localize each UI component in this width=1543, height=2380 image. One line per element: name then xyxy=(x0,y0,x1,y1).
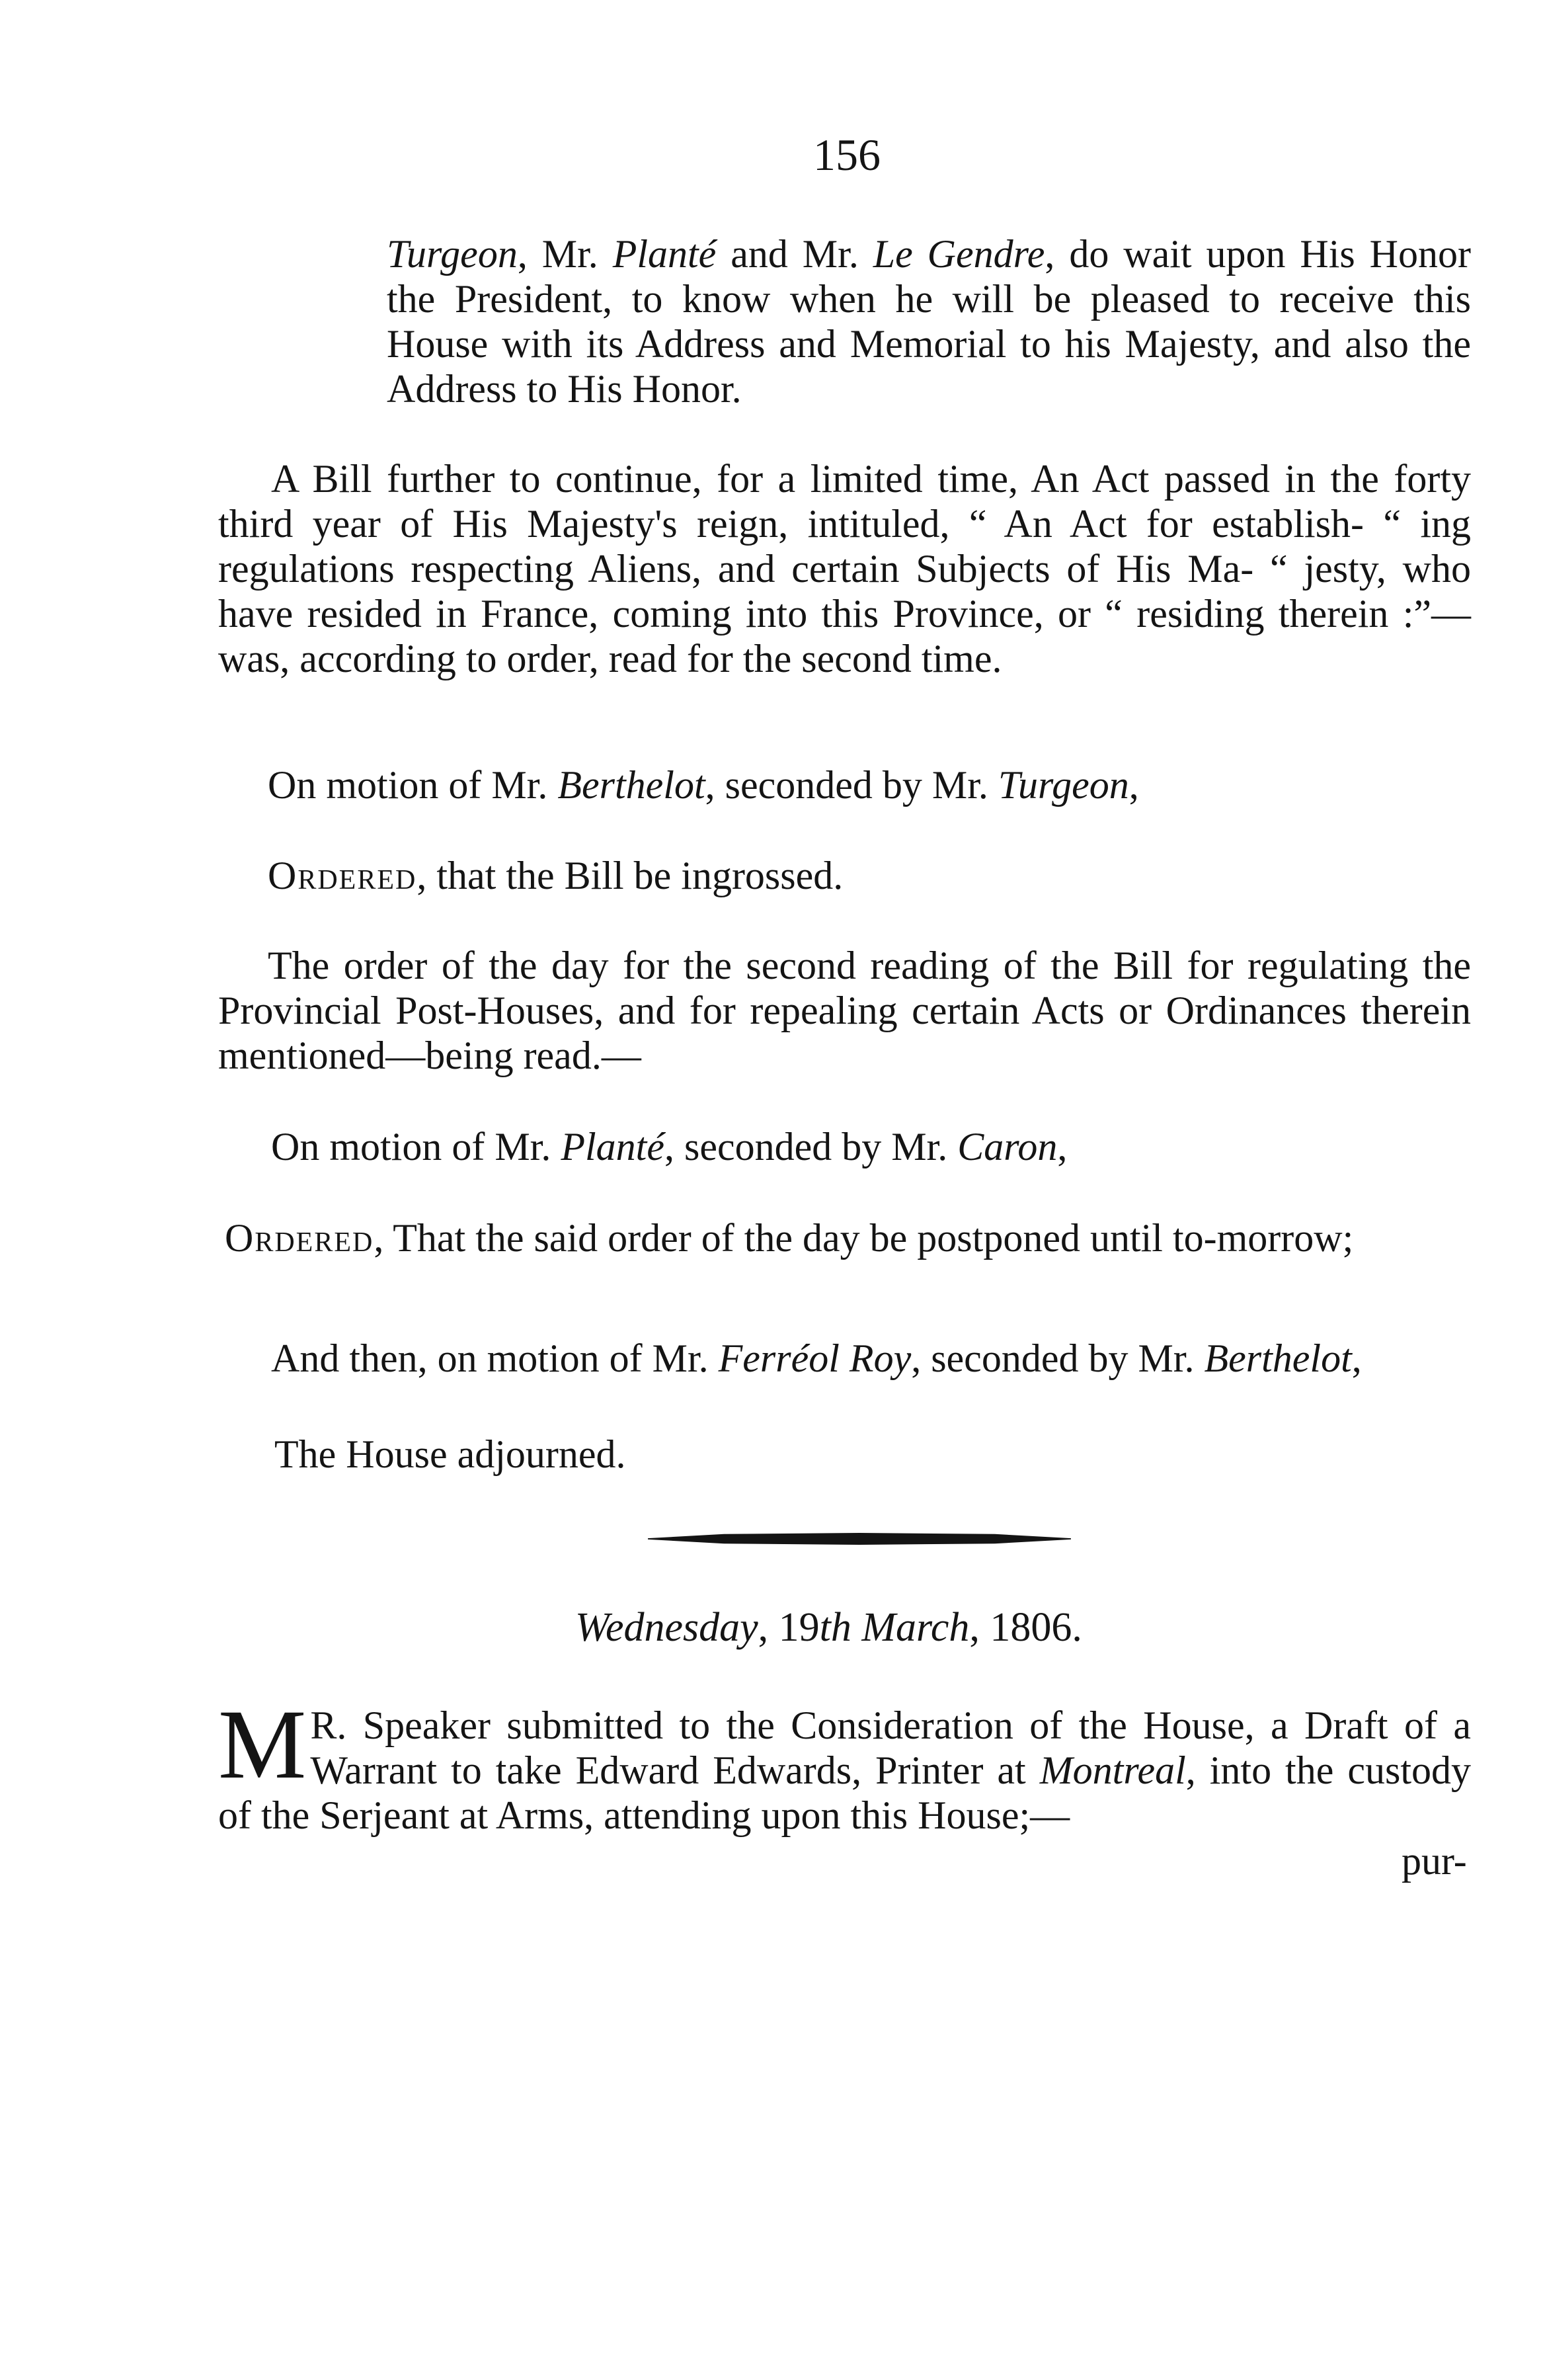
catchword xyxy=(1402,1838,1467,1883)
date-year: , 1806. xyxy=(969,1605,1082,1650)
paragraph-motion-plante xyxy=(271,1124,1067,1169)
text-span: The order of the day for the second reading of the Bill for regulating the Provincial Post-Houses, and for repealing certain Acts or Ordinances therein mentioned—being read.— xyxy=(218,944,1471,1077)
catchword-text: pur- xyxy=(1402,1839,1467,1883)
member-name: Berthelot xyxy=(557,763,705,807)
paragraph-house-adjourned xyxy=(274,1432,626,1477)
text-span: On motion of Mr. xyxy=(268,763,558,807)
paragraph-motion-adjourn xyxy=(271,1336,1362,1381)
member-name: Caron xyxy=(957,1125,1058,1169)
paragraph-post-houses-bill xyxy=(218,943,1471,1078)
paragraph-ordered-ingrossed xyxy=(268,853,843,898)
text-span: , into the custody of the Serjeant at Arms, attending upon this House;— xyxy=(218,1748,1471,1837)
paragraph-aliens-bill xyxy=(218,456,1471,681)
member-name: Le Gendre xyxy=(873,232,1045,276)
text-span: On motion of Mr. xyxy=(271,1125,561,1169)
text-span: R. Speaker submitted to the Consideration of the House, a Draft of a Warrant to take Edward Edwards, Printer at xyxy=(310,1703,1471,1792)
paragraph-deputation xyxy=(387,231,1471,411)
place-name: Montreal xyxy=(1039,1748,1186,1792)
text-span: , seconded by Mr. xyxy=(664,1125,958,1169)
section-divider-rule xyxy=(648,1533,1071,1545)
paragraph-ordered-postponed xyxy=(225,1215,1353,1260)
ordered-label: Ordered xyxy=(268,854,417,897)
member-name: Planté xyxy=(561,1125,664,1169)
date-day: Wednesday xyxy=(575,1605,758,1650)
text-span: The House adjourned. xyxy=(274,1432,626,1476)
text-span: and Mr. xyxy=(716,232,873,276)
member-name: Ferréol Roy xyxy=(718,1336,912,1380)
text-span: And then, on motion of Mr. xyxy=(271,1336,719,1380)
text-span: , do wait upon His Honor the President, to know when he will be pleased to receive this House with its Address and Memorial to his Majesty, and also the Address to His Honor. xyxy=(387,232,1471,411)
member-name: Berthelot xyxy=(1204,1336,1352,1380)
date-heading xyxy=(575,1607,1082,1648)
ordered-label: Ordered xyxy=(225,1216,374,1260)
text-span: , xyxy=(1351,1336,1362,1380)
member-name: Planté xyxy=(612,232,717,276)
member-name: Turgeon xyxy=(998,763,1129,807)
text-span: A Bill further to continue, for a limited time, An Act passed in the forty third year of His Majesty's reign, intituled, “ An Act for establish- “ ing regulations respecting Aliens, and certain Subjects of His Ma- “ jesty, who have resided in France, coming into this Province, or “ residing therein :”—was, according to order, read for the second time. xyxy=(218,457,1471,680)
date-month: th March xyxy=(819,1605,970,1650)
text-span: , Mr. xyxy=(517,232,613,276)
text-span: , xyxy=(1057,1125,1068,1169)
text-span: , that the Bill be ingrossed. xyxy=(416,854,844,897)
text-span: , seconded by Mr. xyxy=(911,1336,1205,1380)
date-number: , 19 xyxy=(758,1605,820,1650)
text-span: , seconded by Mr. xyxy=(705,763,998,807)
text-span: , That the said order of the day be postponed until to-morrow; xyxy=(374,1216,1354,1260)
paragraph-speaker-warrant xyxy=(218,1690,1471,1838)
page-number: 156 xyxy=(813,130,881,180)
text-span: , xyxy=(1128,763,1139,807)
member-name: Turgeon xyxy=(387,232,518,276)
drop-cap: M xyxy=(218,1690,307,1799)
paragraph-motion-berthelot xyxy=(268,762,1139,807)
